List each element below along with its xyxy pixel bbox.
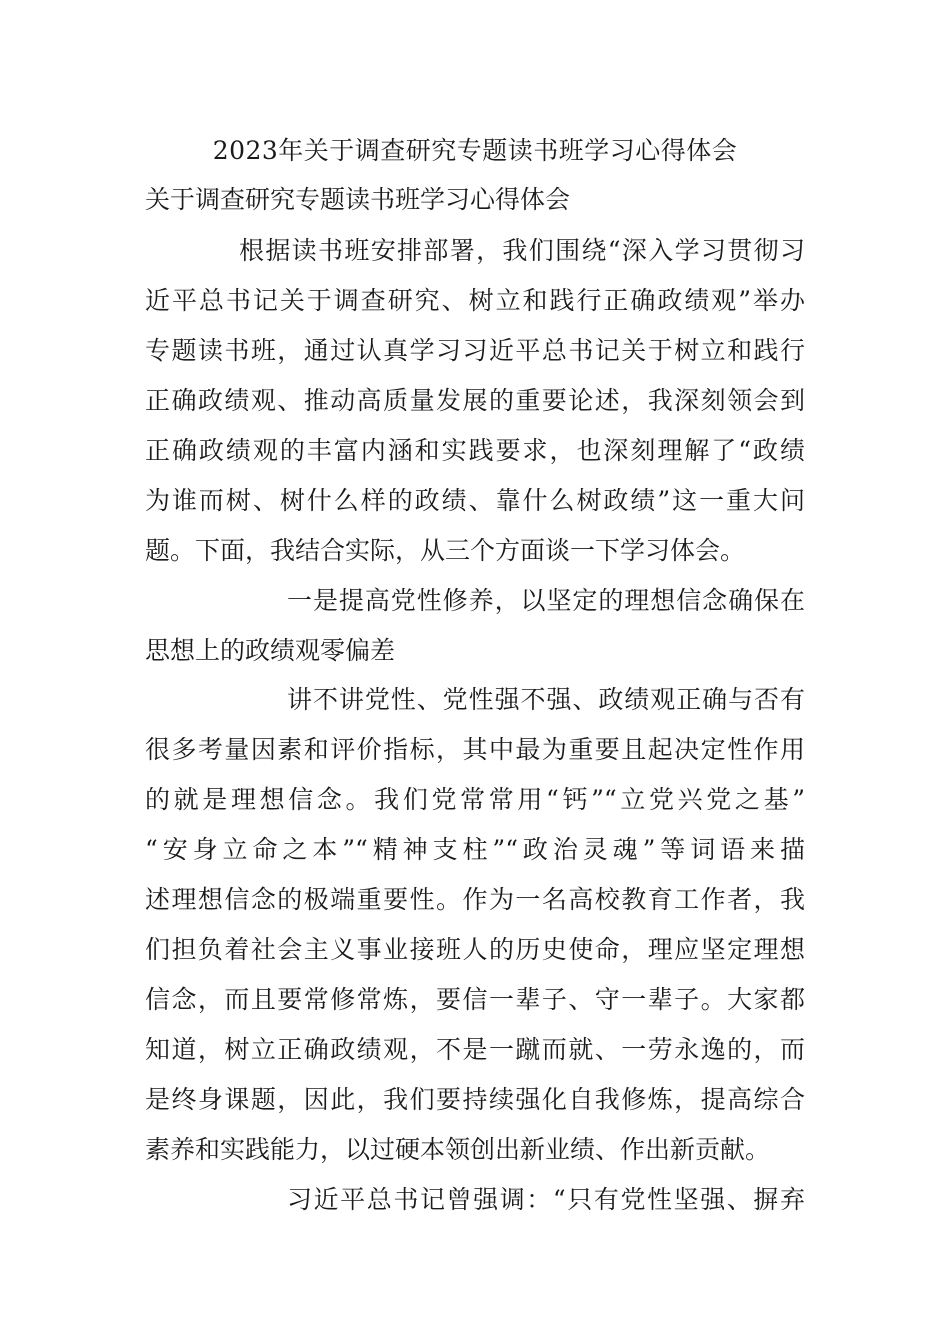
paragraph-line: 正确政绩观的丰富内涵和实践要求，也深刻理解了“政绩 xyxy=(145,436,805,465)
paragraph-line: 的就是理想信念。我们党常常用“钙”“立党兴党之基” xyxy=(145,785,805,814)
paragraph-quote xyxy=(145,1175,805,1225)
paragraph-line: “安身立命之本”“精神支柱”“政治灵魂”等词语来描 xyxy=(145,835,805,864)
paragraph-line: 信念，而且要常修常炼，要信一辈子、守一辈子。大家都 xyxy=(145,985,805,1014)
paragraph-intro xyxy=(145,226,805,576)
paragraph-line: 题。下面，我结合实际，从三个方面谈一下学习体会。 xyxy=(145,536,746,565)
paragraph-line: 根据读书班安排部署，我们围绕“深入学习贯彻习 xyxy=(239,236,805,265)
paragraph-line: 们担负着社会主义事业接班人的历史使命，理应坚定理想 xyxy=(145,935,805,964)
section-heading-1 xyxy=(145,576,805,676)
document-subtitle: 关于调查研究专题读书班学习心得体会 xyxy=(145,185,571,214)
paragraph-ideals xyxy=(145,675,805,1175)
paragraph-line: 很多考量因素和评价指标，其中最为重要且起决定性作用 xyxy=(145,735,805,764)
paragraph-line: 近平总书记关于调查研究、树立和践行正确政绩观”举办 xyxy=(145,286,805,315)
paragraph-line: 讲不讲党性、党性强不强、政绩观正确与否有 xyxy=(287,685,805,714)
paragraph-line: 一是提高党性修养，以坚定的理想信念确保在 xyxy=(287,586,805,615)
paragraph-line: 述理想信念的极端重要性。作为一名高校教育工作者，我 xyxy=(145,885,805,914)
paragraph-line: 专题读书班，通过认真学习习近平总书记关于树立和践行 xyxy=(145,336,805,365)
paragraph-line: 习近平总书记曾强调：“只有党性坚强、摒弃 xyxy=(287,1185,805,1214)
paragraph-line: 思想上的政绩观零偏差 xyxy=(145,636,396,665)
paragraph-line: 正确政绩观、推动高质量发展的重要论述，我深刻领会到 xyxy=(145,386,805,415)
paragraph-line: 知道，树立正确政绩观，不是一蹴而就、一劳永逸的，而 xyxy=(145,1035,805,1064)
paragraph-line: 是终身课题，因此，我们要持续强化自我修炼，提高综合 xyxy=(145,1085,805,1114)
paragraph-line: 素养和实践能力，以过硬本领创出新业绩、作出新贡献。 xyxy=(145,1135,771,1164)
paragraph-line: 为谁而树、树什么样的政绩、靠什么树政绩”这一重大问 xyxy=(145,486,805,515)
document-title: 2023年关于调查研究专题读书班学习心得体会 xyxy=(212,136,738,165)
